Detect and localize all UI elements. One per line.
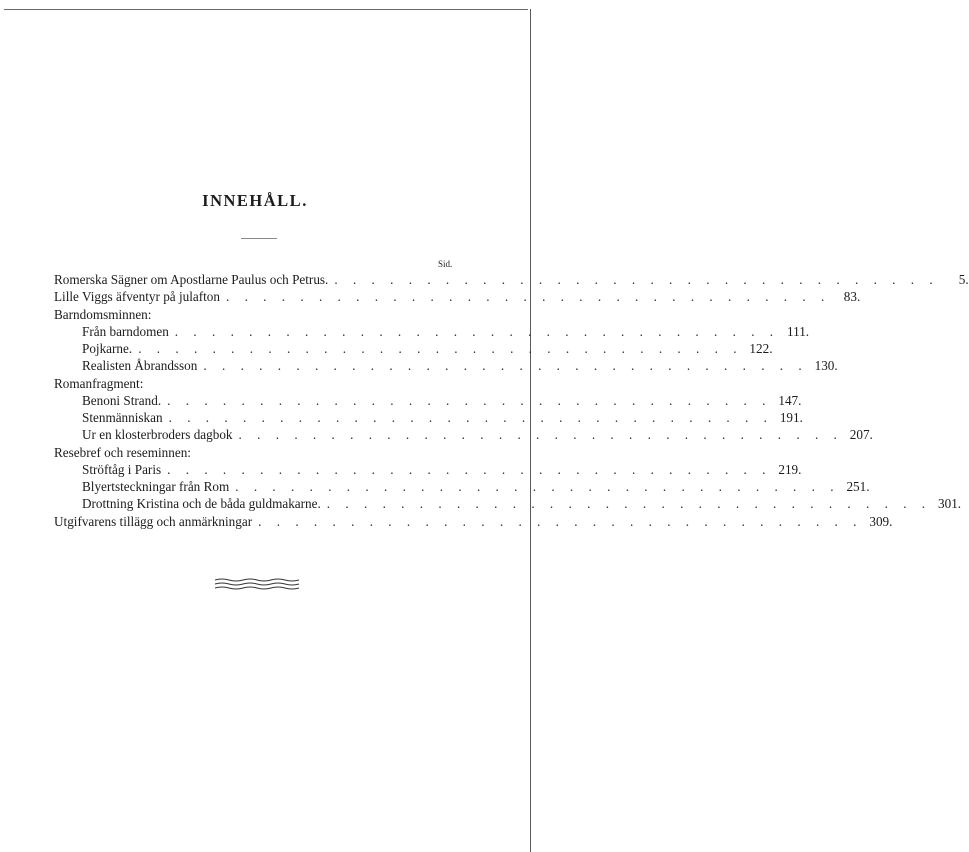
table-of-contents xyxy=(54,271,969,530)
toc-entry-title: Ur en klosterbroders dagbok xyxy=(82,427,233,443)
toc-entry xyxy=(54,426,873,443)
toc-entry xyxy=(54,288,861,305)
dot-leader: . . . . . . . . . . . . . . . . . . . . . . . . . . . . . . . . . xyxy=(138,341,743,356)
toc-entry-title: Blyertsteckningar från Rom xyxy=(82,479,230,494)
top-border-line xyxy=(4,9,528,10)
dot-leader: . . . . . . . . . . . . . . . . . . . . . . . . . . . . . . . . . xyxy=(174,323,780,339)
toc-entry-page: 111. xyxy=(786,323,810,339)
toc-entry-title: Drottning Kristina och de båda guldmakarne. xyxy=(82,496,321,512)
page-column-header: Sid. xyxy=(438,259,453,269)
dot-leader: . . . . . . . . . . . . . . . . . . . . . . . . . . . . . . . . . xyxy=(235,479,840,494)
decorative-wave-ornament xyxy=(215,577,299,591)
toc-section-title: Romanfragment: xyxy=(54,375,144,391)
toc-entry-title: Lille Viggs äfventyr på julafton xyxy=(54,289,220,305)
toc-entry-page: 5. xyxy=(958,272,969,287)
toc-entry-title: Stenmänniskan xyxy=(82,410,163,425)
toc-entry xyxy=(54,409,803,426)
toc-entry xyxy=(54,357,838,374)
toc-entry xyxy=(54,495,962,512)
toc-entry-page: 147. xyxy=(778,392,802,408)
toc-entry-page: 130. xyxy=(814,358,838,374)
toc-entry xyxy=(54,340,773,357)
toc-entry-page: 207. xyxy=(849,427,873,443)
dot-leader: . . . . . . . . . . . . . . . . . . . . . . . . . . . . . . . . . xyxy=(258,513,863,529)
dot-leader: . . . . . . . . . . . . . . . . . . . . . . . . . . . . . . . . . xyxy=(225,289,831,305)
dot-leader: . . . . . . . . . . . . . . . . . . . . . . . . . . . . . . . . . xyxy=(167,392,772,408)
toc-entry xyxy=(54,323,810,340)
dot-leader: . . . . . . . . . . . . . . . . . . . . . . . . . . . . . . . . . xyxy=(168,410,773,425)
toc-entry xyxy=(54,392,802,409)
toc-entry-title: Benoni Strand. xyxy=(82,392,162,408)
title-divider xyxy=(241,238,277,239)
dot-leader: . . . . . . . . . . . . . . . . . . . . . . . . . . . . . . . . . xyxy=(326,496,932,512)
dot-leader: . . . . . . . . . . . . . . . . . . . . . . . . . . . . . . . . . xyxy=(334,272,939,287)
toc-entry xyxy=(54,461,802,478)
toc-entry-title: Ströftåg i Paris xyxy=(82,461,162,477)
toc-section-title: Barndomsminnen: xyxy=(54,306,152,322)
toc-entry-title: Romerska Sägner om Apostlarne Paulus och Petrus. xyxy=(54,272,329,287)
toc-entry xyxy=(54,513,893,530)
page-title: INNEHÅLL. xyxy=(202,191,308,210)
toc-entry-title: Realisten Åbrandsson xyxy=(82,358,198,374)
toc-section-heading xyxy=(54,306,458,323)
toc-entry-page: 219. xyxy=(778,461,802,477)
dot-leader: . . . . . . . . . . . . . . . . . . . . . . . . . . . . . . . . . xyxy=(238,427,843,443)
toc-entry-page: 301. xyxy=(938,496,962,512)
toc-section-heading xyxy=(54,444,458,461)
dot-leader: . . . . . . . . . . . . . . . . . . . . . . . . . . . . . . . . . xyxy=(167,461,772,477)
toc-section-heading xyxy=(54,375,458,392)
toc-entry-page: 251. xyxy=(846,479,870,494)
toc-entry xyxy=(54,271,969,288)
toc-section-title: Resebref och reseminnen: xyxy=(54,444,191,460)
toc-entry-title: Från barndomen xyxy=(82,323,169,339)
toc-entry xyxy=(54,478,870,495)
toc-entry-page: 83. xyxy=(843,289,861,305)
toc-entry-page: 309. xyxy=(869,513,893,529)
toc-entry-page: 191. xyxy=(779,410,803,425)
toc-entry-page: 122. xyxy=(749,341,773,356)
dot-leader: . . . . . . . . . . . . . . . . . . . . . . . . . . . . . . . . . xyxy=(203,358,808,374)
toc-entry-title: Utgifvarens tillägg och anmärkningar xyxy=(54,513,253,529)
toc-entry-title: Pojkarne. xyxy=(82,341,133,356)
